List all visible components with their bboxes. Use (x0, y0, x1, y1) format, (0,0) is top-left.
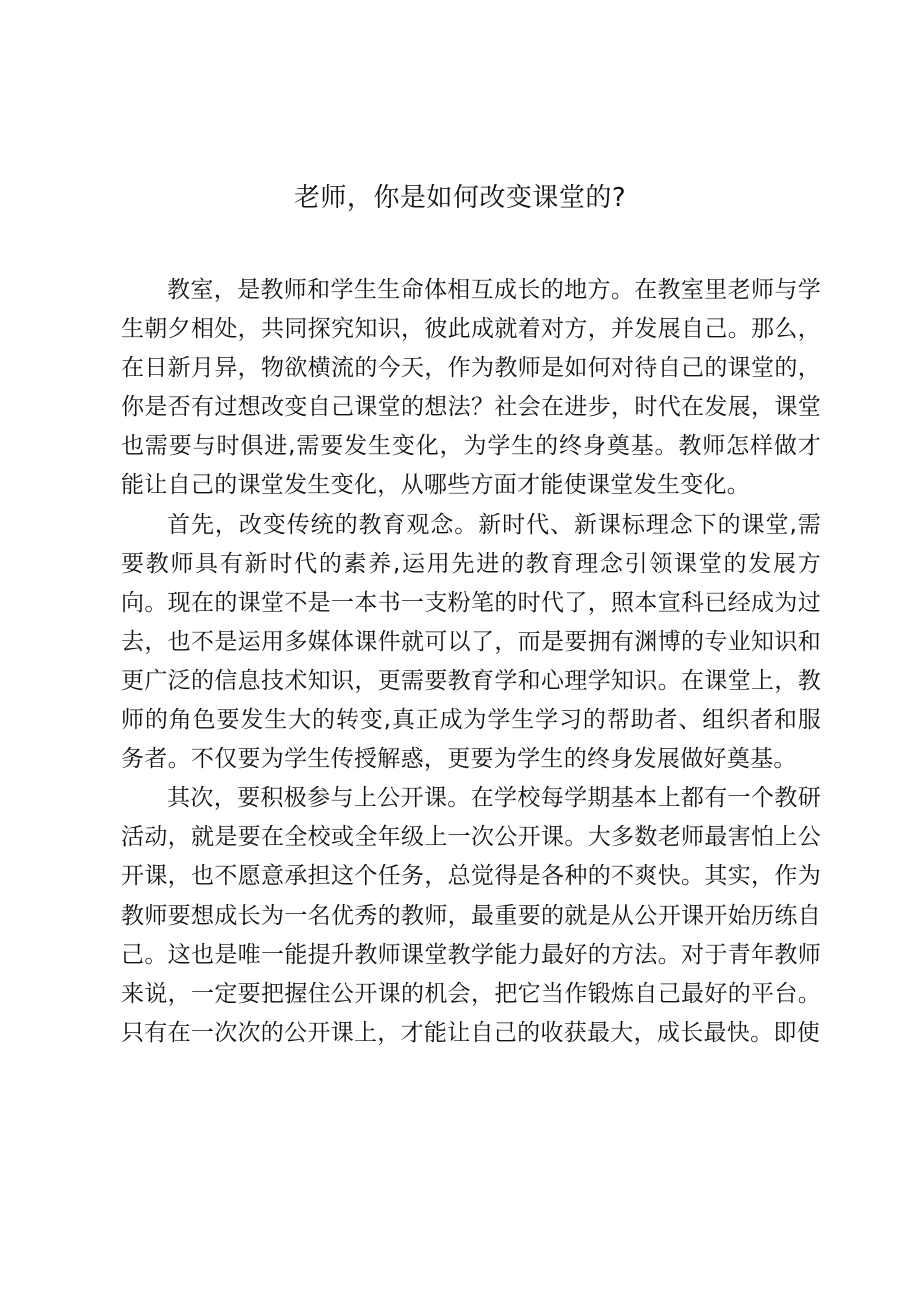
paragraph-second-point: 其次，要积极参与上公开课。在学校每学期基本上都有一个教研活动，就是要在全校或全年级上一次公开课。大多数老师最害怕上公开课，也不愿意承担这个任务，总觉得是各种的不爽快。其实，作为教师要想成长为一名优秀的教师，最重要的就是从公开课开始历练自己。这也是唯一能提升教师课堂教学能力最好的方法。对于青年教师来说，一定要把握住公开课的机会，把它当作锻炼自己最好的平台。只有在一次次的公开课上，才能让自己的收获最大，成长最快。即使 (121, 785, 821, 1046)
paragraph-intro: 教室，是教师和学生生命体相互成长的地方。在教室里老师与学生朝夕相处，共同探究知识，彼此成就着对方，并发展自己。那么，在日新月异，物欲横流的今天，作为教师是如何对待自己的课堂的，你是否有过想改变自己课堂的想法？社会在进步，时代在发展，课堂也需要与时俱进,需要发生变化，为学生的终身奠基。教师怎样做才能让自己的课堂发生变化，从哪些方面才能使课堂发生变化。 (121, 277, 821, 499)
paragraph-first-point: 首先，改变传统的教育观念。新时代、新课标理念下的课堂,需要教师具有新时代的素养,运用先进的教育理念引领课堂的发展方向。现在的课堂不是一本书一支粉笔的时代了，照本宣科已经成为过去，也不是运用多媒体课件就可以了，而是要拥有渊博的专业知识和更广泛的信息技术知识，更需要教育学和心理学知识。在课堂上，教师的角色要发生大的转变,真正成为学生学习的帮助者、组织者和服务者。不仅要为学生传授解惑，更要为学生的终身发展做好奠基。 (121, 511, 821, 773)
document-body (121, 271, 821, 1053)
document-title: 老师，你是如何改变课堂的? (293, 183, 627, 213)
